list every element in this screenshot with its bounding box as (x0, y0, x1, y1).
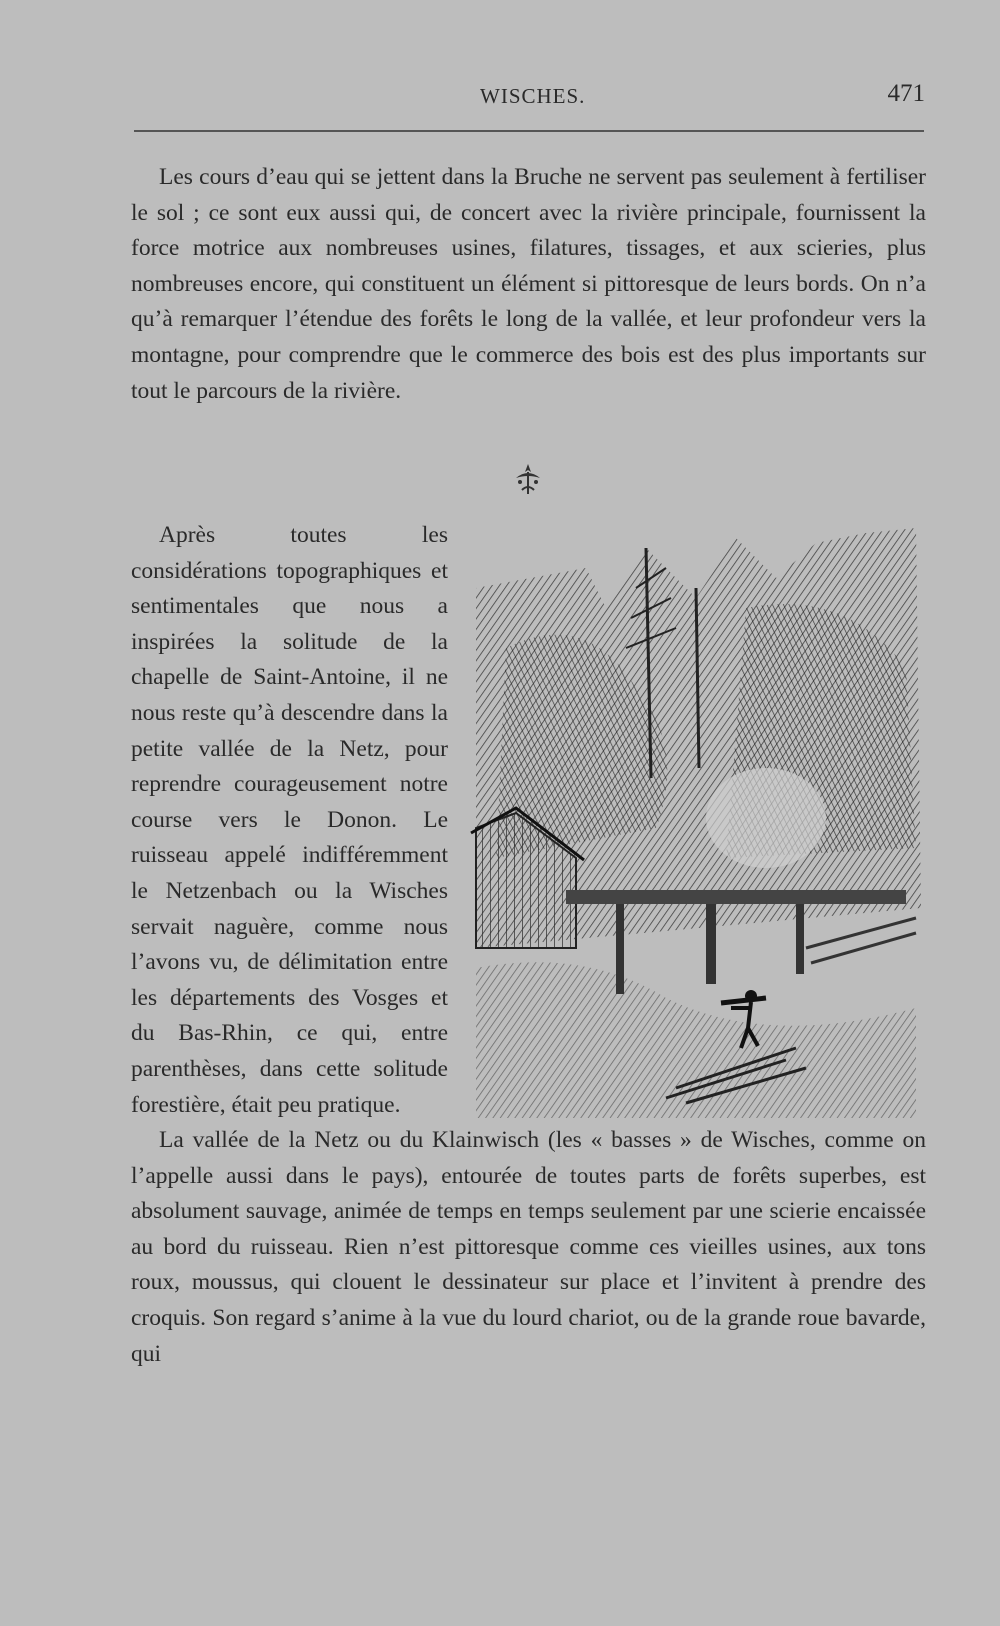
fleuron-icon (508, 460, 548, 500)
page-number: 471 (887, 80, 925, 107)
paragraph: La vallée de la Netz ou du Klainwisch (les « basses » de Wisches, comme on l’appelle aussi dans le pays), entourée de toutes parts de forêts superbes, est absolument sauvage, animée de temps en temps seulement par une scierie encaissée au bord du ruisseau. Rien n’est pittoresque comme ces vieilles usines, aux tons roux, moussus, qui clouent le dessinateur sur place et l’invitent à prendre des croquis. Son regard s’anime à la vue du lourd chariot, ou de la grande roue bavarde, qui (131, 1127, 926, 1367)
paragraph: Après toutes les considérations topographiques et sentimentales que nous a inspirées la solitude de la chapelle de Saint-Antoine, il ne nous reste qu’à descendre dans la petite vallée de la Netz, pour reprendre courageusement notre course vers le Donon. Le ruisseau appelé indifféremment le Netzenbach ou la Wisches servait naguère, comme nous l’avons vu, de délimitation entre les départements des Vosges et du Bas-Rhin, ce qui, entre parenthèses, dans cette solitude forestière, était peu pratique. (131, 522, 448, 1118)
running-title: WISCHES. (480, 84, 586, 108)
text-block-2 (131, 518, 926, 1372)
header-rule (134, 130, 924, 132)
sawmill-illustration (466, 528, 926, 1118)
page-header (130, 76, 925, 112)
paragraph: Les cours d’eau qui se jettent dans la Bruche ne servent pas seulement à fertiliser le sol ; ce sont eux aussi qui, de concert avec la rivière principale, fournissent la force motrice aux nombreuses usines, filatures, tissages, et aux scieries, plus nombreuses encore, qui constituent un élément si pittoresque de leurs bords. On n’a qu’à remarquer l’étendue des forêts le long de la vallée, et leur profondeur vers la montagne, pour comprendre que le commerce des bois est des plus importants sur tout le parcours de la rivière. (131, 164, 926, 404)
text-block-1 (131, 160, 926, 409)
